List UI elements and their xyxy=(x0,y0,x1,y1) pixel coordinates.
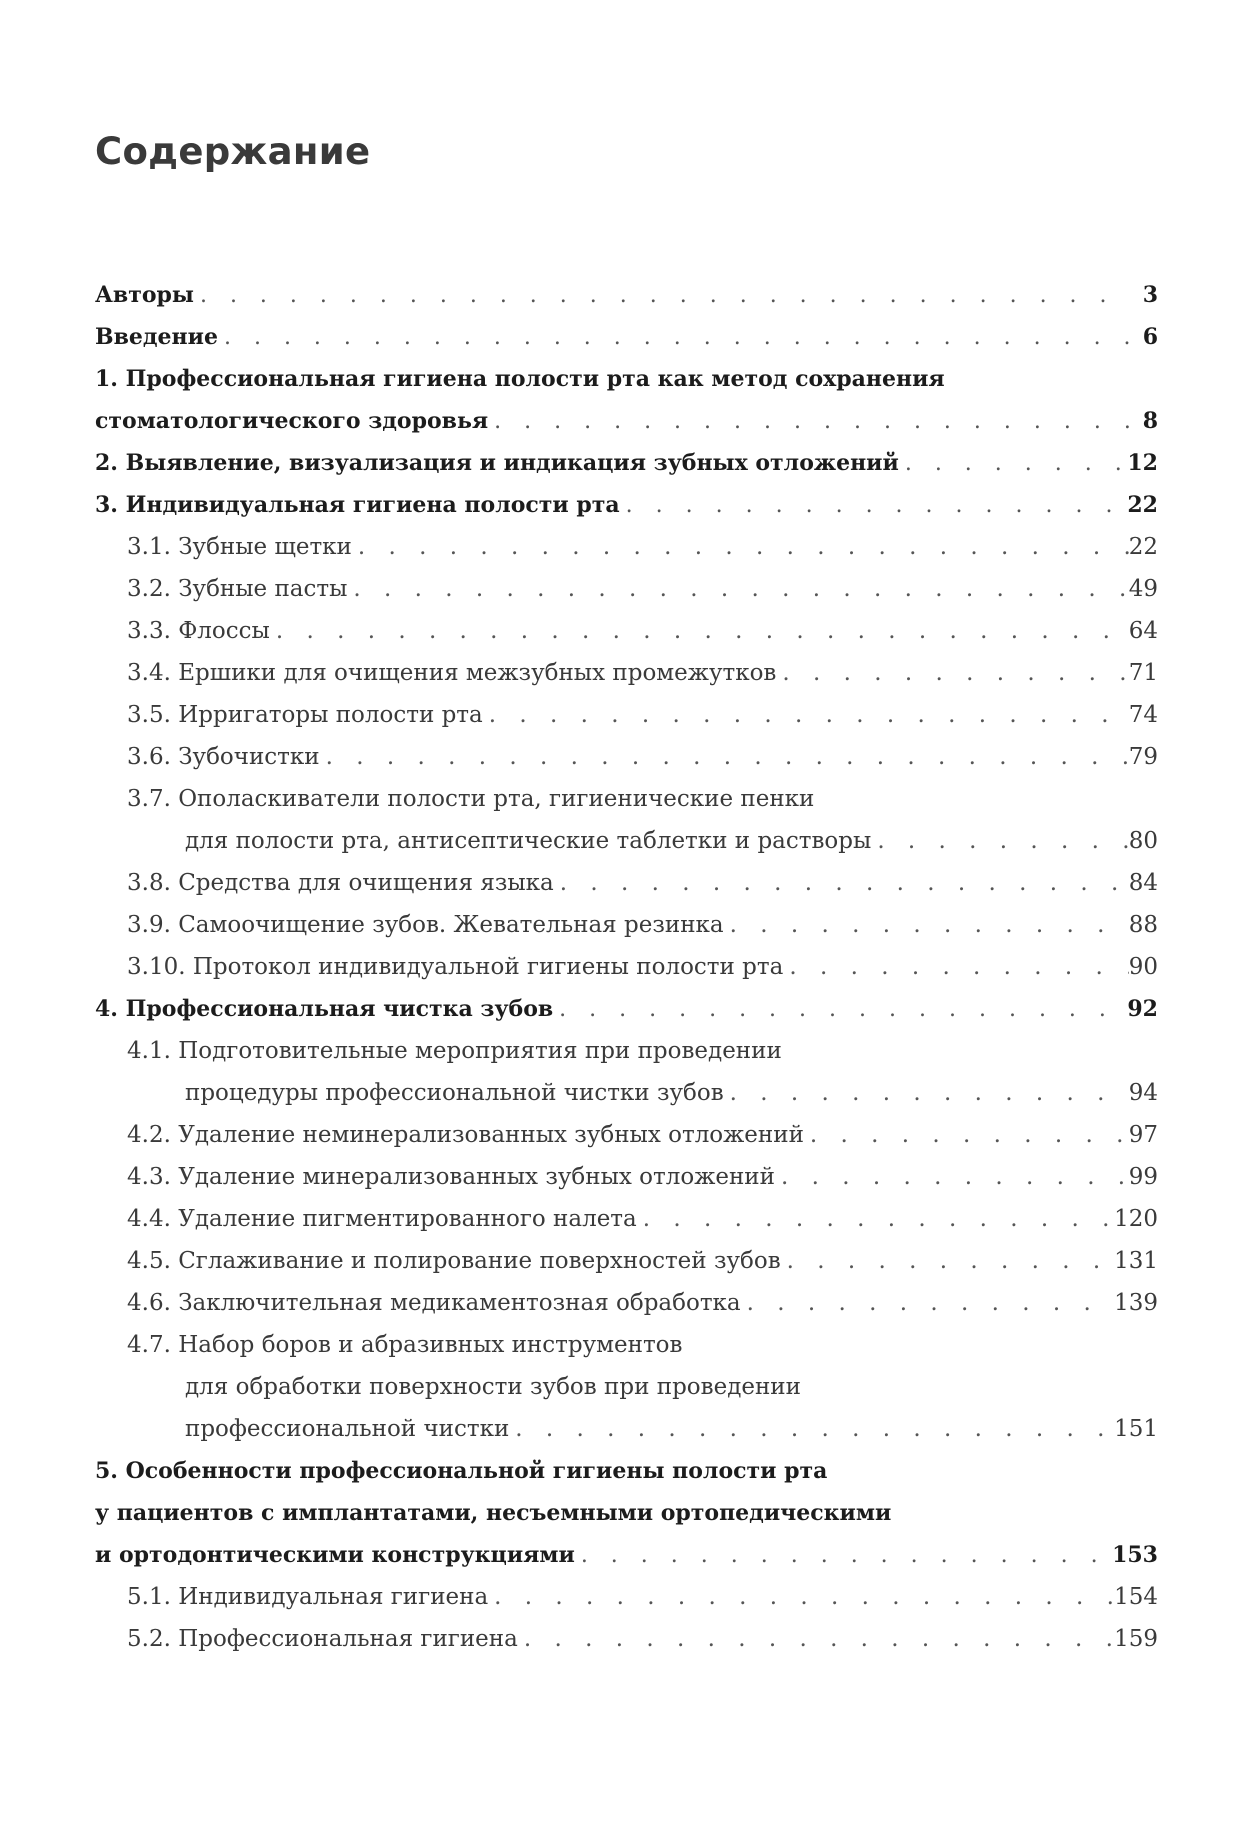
toc-entry xyxy=(95,442,1158,484)
toc-entry-text: 5.2. Профессиональная гигиена xyxy=(127,1626,518,1652)
toc-entry-text: 3.10. Протокол индивидуальной гигиены полости рта xyxy=(127,954,784,980)
toc-page-number: 64 xyxy=(1128,618,1158,644)
toc-entry-text: 5. Особенности профессиональной гигиены полости рта xyxy=(95,1458,828,1484)
toc-entry-row xyxy=(95,568,1158,610)
toc-entry-row xyxy=(95,820,1158,862)
toc-page-number: 71 xyxy=(1128,660,1158,686)
dot-leader xyxy=(194,275,1130,317)
toc-entry xyxy=(95,1282,1158,1324)
dot-leader xyxy=(483,694,1129,736)
dot-leader xyxy=(518,1618,1114,1660)
toc-entry-row xyxy=(95,1030,1158,1072)
dot-leader xyxy=(554,862,1129,904)
toc-entry xyxy=(95,1450,1158,1492)
toc-entry-text: для полости рта, антисептические таблетки и растворы xyxy=(185,828,872,854)
toc-entry xyxy=(95,400,1158,442)
toc-entry xyxy=(95,820,1158,862)
toc-entry-text: 3.9. Самоочищение зубов. Жевательная резинка xyxy=(127,912,724,938)
toc-entry xyxy=(95,610,1158,652)
toc-entry-row xyxy=(95,1198,1158,1240)
toc-entry xyxy=(95,694,1158,736)
toc-entry-row xyxy=(95,694,1158,736)
toc-entry xyxy=(95,1576,1158,1618)
toc-entry-row xyxy=(95,316,1158,359)
dot-leader xyxy=(553,989,1127,1031)
table-of-contents xyxy=(95,274,1158,1660)
toc-entry xyxy=(95,1156,1158,1198)
toc-entry-text: для обработки поверхности зубов при проведении xyxy=(185,1374,801,1400)
dot-leader xyxy=(783,946,1128,988)
dot-leader xyxy=(899,443,1128,485)
toc-entry-text: 3.2. Зубные пасты xyxy=(127,576,348,602)
toc-entry xyxy=(95,1618,1158,1660)
toc-entry xyxy=(95,1366,1158,1408)
toc-entry xyxy=(95,316,1158,358)
toc-entry xyxy=(95,1114,1158,1156)
toc-entry-text: 1. Профессиональная гигиена полости рта как метод сохранения xyxy=(95,366,945,392)
toc-page-number: 22 xyxy=(1128,534,1158,560)
toc-entry-text: 3. Индивидуальная гигиена полости рта xyxy=(95,492,620,518)
toc-entry-row xyxy=(95,1114,1158,1156)
toc-page-number: 88 xyxy=(1128,912,1158,938)
toc-entry-row xyxy=(95,736,1158,778)
toc-page-number: 22 xyxy=(1127,492,1158,518)
toc-entry xyxy=(95,736,1158,778)
toc-entry-text: 3.8. Средства для очищения языка xyxy=(127,870,554,896)
toc-page-number: 12 xyxy=(1127,450,1158,476)
toc-entry-row xyxy=(95,526,1158,568)
toc-entry-text: 3.6. Зубочистки xyxy=(127,744,320,770)
dot-leader xyxy=(804,1114,1129,1156)
toc-entry-row xyxy=(95,1324,1158,1366)
dot-leader xyxy=(320,736,1129,778)
toc-entry-text: 3.4. Ершики для очищения межзубных промежутков xyxy=(127,660,777,686)
toc-entry xyxy=(95,484,1158,526)
toc-entry-text: процедуры профессиональной чистки зубов xyxy=(185,1080,724,1106)
dot-leader xyxy=(575,1535,1112,1577)
toc-entry-row xyxy=(95,358,1158,400)
toc-entry-text: 3.7. Ополаскиватели полости рта, гигиенические пенки xyxy=(127,786,815,812)
toc-page-number: 120 xyxy=(1114,1206,1158,1232)
toc-page-number: 74 xyxy=(1128,702,1158,728)
toc-entry-row xyxy=(95,904,1158,946)
dot-leader xyxy=(620,485,1128,527)
toc-page-number: 79 xyxy=(1128,744,1158,770)
toc-entry xyxy=(95,526,1158,568)
toc-page-number: 49 xyxy=(1128,576,1158,602)
toc-entry-text: Введение xyxy=(95,324,218,350)
toc-entry-row xyxy=(95,1366,1158,1408)
toc-entry-row xyxy=(95,610,1158,652)
toc-entry-text: у пациентов с имплантатами, несъемными ортопедическими xyxy=(95,1500,892,1526)
toc-page-number: 90 xyxy=(1128,954,1158,980)
toc-entry-text: 3.3. Флоссы xyxy=(127,618,270,644)
dot-leader xyxy=(724,1072,1129,1114)
toc-entry xyxy=(95,946,1158,988)
toc-entry xyxy=(95,988,1158,1030)
toc-entry-text: 4.2. Удаление неминерализованных зубных отложений xyxy=(127,1122,804,1148)
toc-entry xyxy=(95,568,1158,610)
toc-page-number: 153 xyxy=(1112,1542,1158,1568)
toc-entry-row xyxy=(95,946,1158,988)
toc-entry-text: профессиональной чистки xyxy=(185,1416,510,1442)
toc-entry xyxy=(95,1408,1158,1450)
dot-leader xyxy=(781,1240,1114,1282)
dot-leader xyxy=(509,1408,1114,1450)
dot-leader xyxy=(218,317,1130,359)
toc-entry-text: 4.3. Удаление минерализованных зубных отложений xyxy=(127,1164,775,1190)
toc-page-number: 99 xyxy=(1128,1164,1158,1190)
toc-entry-row xyxy=(95,988,1158,1031)
toc-page-number: 8 xyxy=(1142,408,1158,434)
toc-entry xyxy=(95,1030,1158,1072)
toc-page-number: 154 xyxy=(1114,1584,1158,1610)
toc-entry-text: 4.5. Сглаживание и полирование поверхностей зубов xyxy=(127,1248,781,1274)
toc-entry-row xyxy=(95,274,1158,317)
toc-page-number: 6 xyxy=(1142,324,1158,350)
dot-leader xyxy=(775,1156,1129,1198)
toc-entry-text: 3.5. Ирригаторы полости рта xyxy=(127,702,483,728)
toc-entry xyxy=(95,274,1158,316)
toc-page-number: 92 xyxy=(1127,996,1158,1022)
dot-leader xyxy=(724,904,1129,946)
toc-entry xyxy=(95,1198,1158,1240)
toc-entry-row xyxy=(95,1618,1158,1660)
dot-leader xyxy=(270,610,1129,652)
toc-page-number: 151 xyxy=(1114,1416,1158,1442)
dot-leader xyxy=(347,568,1128,610)
page-title: Содержание xyxy=(95,130,371,173)
toc-page-number: 3 xyxy=(1142,282,1158,308)
toc-entry-text: стоматологического здоровья xyxy=(95,408,489,434)
dot-leader xyxy=(776,652,1128,694)
toc-page-number: 139 xyxy=(1114,1290,1158,1316)
toc-entry xyxy=(95,652,1158,694)
toc-entry xyxy=(95,904,1158,946)
dot-leader xyxy=(741,1282,1114,1324)
toc-entry-row xyxy=(95,1072,1158,1114)
toc-entry-row xyxy=(95,400,1158,443)
toc-entry-text: 4.6. Заключительная медикаментозная обработка xyxy=(127,1290,741,1316)
toc-entry-row xyxy=(95,484,1158,527)
toc-page-number: 159 xyxy=(1114,1626,1158,1652)
toc-entry-row xyxy=(95,862,1158,904)
toc-entry-row xyxy=(95,1282,1158,1324)
toc-page-number: 94 xyxy=(1128,1080,1158,1106)
toc-entry xyxy=(95,1240,1158,1282)
toc-entry-text: и ортодонтическими конструкциями xyxy=(95,1542,575,1568)
dot-leader xyxy=(488,1576,1114,1618)
toc-entry-row xyxy=(95,1156,1158,1198)
dot-leader xyxy=(488,401,1130,443)
toc-entry-text: 3.1. Зубные щетки xyxy=(127,534,352,560)
toc-page-number: 97 xyxy=(1128,1122,1158,1148)
toc-entry xyxy=(95,1324,1158,1366)
toc-page-number: 80 xyxy=(1128,828,1158,854)
toc-entry-text: 5.1. Индивидуальная гигиена xyxy=(127,1584,489,1610)
toc-entry-text: 4.7. Набор боров и абразивных инструментов xyxy=(127,1332,683,1358)
toc-entry xyxy=(95,1534,1158,1576)
toc-entry xyxy=(95,1072,1158,1114)
toc-entry-row xyxy=(95,1534,1158,1577)
toc-entry-row xyxy=(95,1450,1158,1492)
toc-entry xyxy=(95,862,1158,904)
toc-entry-row xyxy=(95,1408,1158,1450)
dot-leader xyxy=(871,820,1128,862)
toc-entry-text: 4. Профессиональная чистка зубов xyxy=(95,996,554,1022)
toc-entry-row xyxy=(95,1492,1158,1534)
toc-entry xyxy=(95,1492,1158,1534)
toc-entry-row xyxy=(95,652,1158,694)
toc-entry-row xyxy=(95,1576,1158,1618)
dot-leader xyxy=(637,1198,1114,1240)
toc-entry-text: 4.1. Подготовительные мероприятия при проведении xyxy=(127,1038,782,1064)
toc-entry-row xyxy=(95,1240,1158,1282)
toc-entry xyxy=(95,358,1158,400)
toc-entry-text: 2. Выявление, визуализация и индикация зубных отложений xyxy=(95,450,899,476)
toc-entry-text: Авторы xyxy=(95,282,194,308)
dot-leader xyxy=(352,526,1129,568)
toc-entry-text: 4.4. Удаление пигментированного налета xyxy=(127,1206,637,1232)
toc-entry xyxy=(95,778,1158,820)
toc-page-number: 131 xyxy=(1114,1248,1158,1274)
toc-entry-row xyxy=(95,778,1158,820)
toc-entry-row xyxy=(95,442,1158,485)
toc-page-number: 84 xyxy=(1128,870,1158,896)
